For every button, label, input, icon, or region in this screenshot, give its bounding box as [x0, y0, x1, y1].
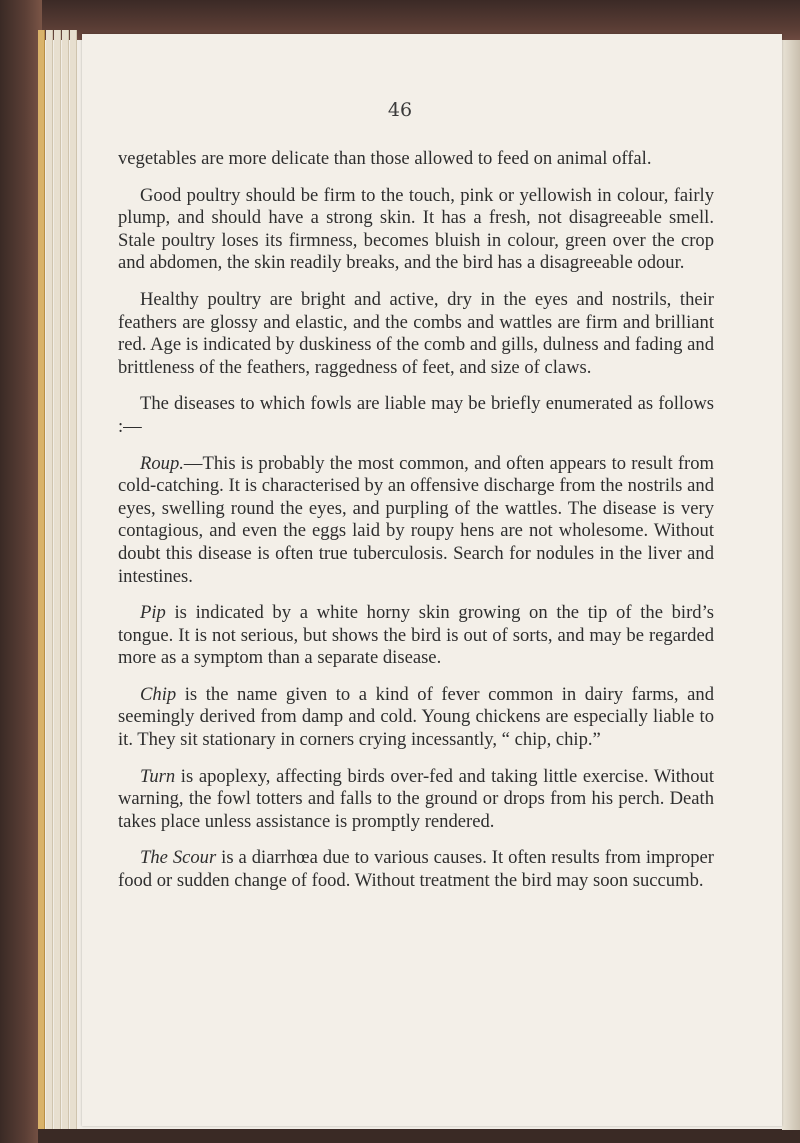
disease-name-pip: Pip: [140, 602, 166, 624]
paragraph-scour: [118, 847, 714, 892]
paragraph-text: is apoplexy, affecting birds over-fed and taking little exercise. Without warning, the fowl totters and falls to the ground or drops from his perch. Death takes place unless assistance is promptly rendered.: [118, 765, 714, 832]
paragraph-text: vegetables are more delicate than those allowed to feed on animal offal.: [118, 148, 652, 169]
page-edge: [54, 30, 61, 1143]
facing-page-edge: [782, 40, 800, 1130]
paragraph-chip: [118, 684, 714, 752]
page-number: 46: [387, 99, 413, 121]
page-edge: [62, 30, 69, 1143]
page-edge: [70, 30, 77, 1143]
paragraph-roup: [118, 453, 714, 589]
page-edge: [38, 30, 45, 1143]
paragraph-continued: [118, 148, 714, 171]
paragraph-text: is the name given to a kind of fever common in dairy farms, and seemingly derived from damp and cold. Young chickens are especially liable to it. They sit stationary in corners crying incessantly, “ chip, chip.”: [118, 683, 714, 751]
paragraph-turn: [118, 766, 714, 834]
paragraph-pip: [118, 602, 714, 670]
paragraph-text: is indicated by a white horny skin growing on the tip of the bird’s tongue. It is not serious, but shows the bird is out of sorts, and may be regarded more as a symptom than a separate disease.: [118, 602, 714, 669]
paragraph-text: —This is probably the most common, and often appears to result from cold-catching. It is characterised by an offensive discharge from the nostrils and eyes, swelling round the eyes, and purpling of the wattles. The disease is very contagious, and even the eggs laid by roupy hens are not wholesome. Without doubt this disease is often true tuberculosis. Search for nodules in the liver and intestines.: [118, 452, 714, 587]
disease-name-roup: Roup.: [140, 452, 184, 474]
page-body-text: [118, 148, 714, 907]
paragraph-text: Good poultry should be firm to the touch, pink or yellowish in colour, fairly plump, and should have a strong skin. It has a fresh, not disagreeable smell. Stale poultry loses its firmness, becomes bluish in colour, green over the crop and abdomen, the skin readily breaks, and the bird has a disagreeable odour.: [118, 184, 714, 274]
paragraph-good-poultry: [118, 185, 714, 275]
disease-name-turn: Turn: [140, 765, 176, 787]
page-edge: [46, 30, 53, 1143]
book-cover-bottom: [38, 1129, 800, 1143]
paragraph-text: is a diarrhœa due to various causes. It often results from improper food or sudden change of food. Without treatment the bird may soon succumb.: [118, 847, 714, 892]
disease-name-scour: The Scour: [140, 847, 217, 869]
paragraph-diseases-intro: [118, 393, 714, 438]
paragraph-text: Healthy poultry are bright and active, dry in the eyes and nostrils, their feathers are glossy and elastic, and the combs and wattles are firm and brilliant red. Age is indicated by duskiness of the comb and gills, dulness and fading and brittleness of the feathers, raggedness of feet, and size of claws.: [118, 288, 714, 378]
paragraph-healthy-poultry: [118, 289, 714, 379]
disease-name-chip: Chip: [140, 683, 177, 705]
paragraph-text: The diseases to which fowls are liable may be briefly enumerated as follows :—: [118, 393, 714, 437]
book-cover-spine: [0, 0, 42, 1143]
